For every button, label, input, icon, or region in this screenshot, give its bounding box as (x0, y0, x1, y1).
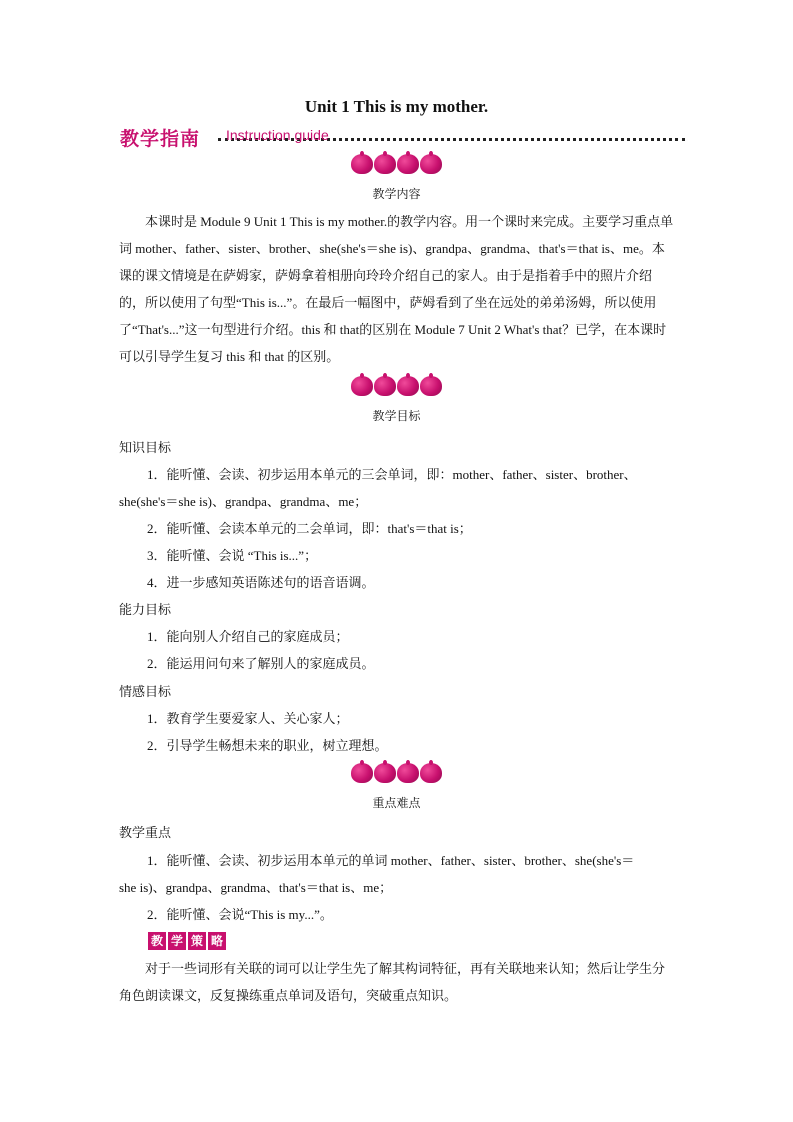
apple-icon (351, 154, 373, 174)
emotion-item-1: 1．教育学生要爱家人、关心家人； (147, 711, 349, 726)
section-content-marker (0, 154, 793, 202)
apple-icon (397, 376, 419, 396)
strategy-paragraph: 对于一些词形有关联的词可以让学生先了解其构词特征，再有关联地来认知；然后让学生分角色朗读课文，反复操练重点单词及语句，突破重点知识。 (119, 962, 666, 1004)
strategy-tag (148, 932, 226, 950)
strategy-tag-char: 略 (208, 932, 226, 950)
guide-title-cn: 教学指南 (120, 128, 201, 150)
apple-icon (420, 376, 442, 396)
focus-item-1b: she is)、grandpa、grandma、that's＝that is、me； (119, 880, 393, 895)
apple-icon (351, 376, 373, 396)
apple-icon (374, 376, 396, 396)
knowledge-item-1a: 1．能听懂、会读、初步运用本单元的三会单词，即：mother、father、sister、brother、 (147, 467, 637, 482)
focus-item-1a: 1．能听懂、会读、初步运用本单元的单词 mother、father、sister、brother、she(she's＝ (147, 853, 635, 868)
page-title: Unit 1 This is my mother. (304, 97, 489, 116)
section-goals-marker (0, 376, 793, 424)
apple-icons (351, 763, 442, 783)
apple-icon (397, 763, 419, 783)
guide-title-en: Instruction guide (226, 127, 329, 143)
knowledge-item-1b: she(she's＝she is)、grandpa、grandma、me； (119, 494, 368, 509)
section-title-content: 教学内容 (372, 187, 421, 201)
strategy-tag-char: 策 (188, 932, 206, 950)
emotion-heading: 情感目标 (119, 684, 172, 699)
apple-icons (351, 376, 442, 396)
emotion-item-2: 2．引导学生畅想未来的职业，树立理想。 (147, 738, 388, 753)
apple-icon (374, 763, 396, 783)
strategy-tag-char: 学 (168, 932, 186, 950)
knowledge-heading: 知识目标 (119, 440, 172, 455)
apple-icon (397, 154, 419, 174)
apple-icons (351, 154, 442, 174)
content-paragraph: 本课时是 Module 9 Unit 1 This is my mother.的教学内容。用一个课时来完成。主要学习重点单词 mother、father、sister、brother、she(she's＝she is)、grandpa、grandma、that's＝that is、me。本课的课文情境是在萨姆家，萨姆拿着相册向玲玲介绍自己的家人。由于是指着手中的照片介绍的，所以使用了句型“This is...”。在最后一幅图中，萨姆看到了坐在远处的弟弟汤姆，所以使用了“That's...”这一句型进行介绍。this 和 that的区别在 Module 7 Unit 2 What's that？已学，在本课时可以引导学生复习 this 和 that 的区别。 (119, 214, 674, 364)
ability-item-2: 2．能运用问句来了解别人的家庭成员。 (147, 656, 375, 671)
knowledge-item-3: 3．能听懂、会说 “This is...”； (147, 548, 318, 563)
knowledge-item-4: 4．进一步感知英语陈述句的语音语调。 (147, 575, 375, 590)
strategy-tag-char: 教 (148, 932, 166, 950)
section-key-marker (0, 763, 793, 811)
apple-icon (374, 154, 396, 174)
apple-icon (351, 763, 373, 783)
focus-item-2: 2．能听懂、会说“This is my...”。 (147, 907, 333, 922)
section-title-goals: 教学目标 (372, 409, 421, 423)
section-title-key: 重点难点 (372, 796, 421, 810)
instruction-guide-header (120, 124, 685, 156)
ability-heading: 能力目标 (119, 602, 172, 617)
apple-icon (420, 154, 442, 174)
focus-heading: 教学重点 (119, 825, 172, 840)
ability-item-1: 1．能向别人介绍自己的家庭成员； (147, 629, 349, 644)
knowledge-item-2: 2．能听懂、会读本单元的二会单词，即：that's＝that is； (147, 521, 472, 536)
apple-icon (420, 763, 442, 783)
